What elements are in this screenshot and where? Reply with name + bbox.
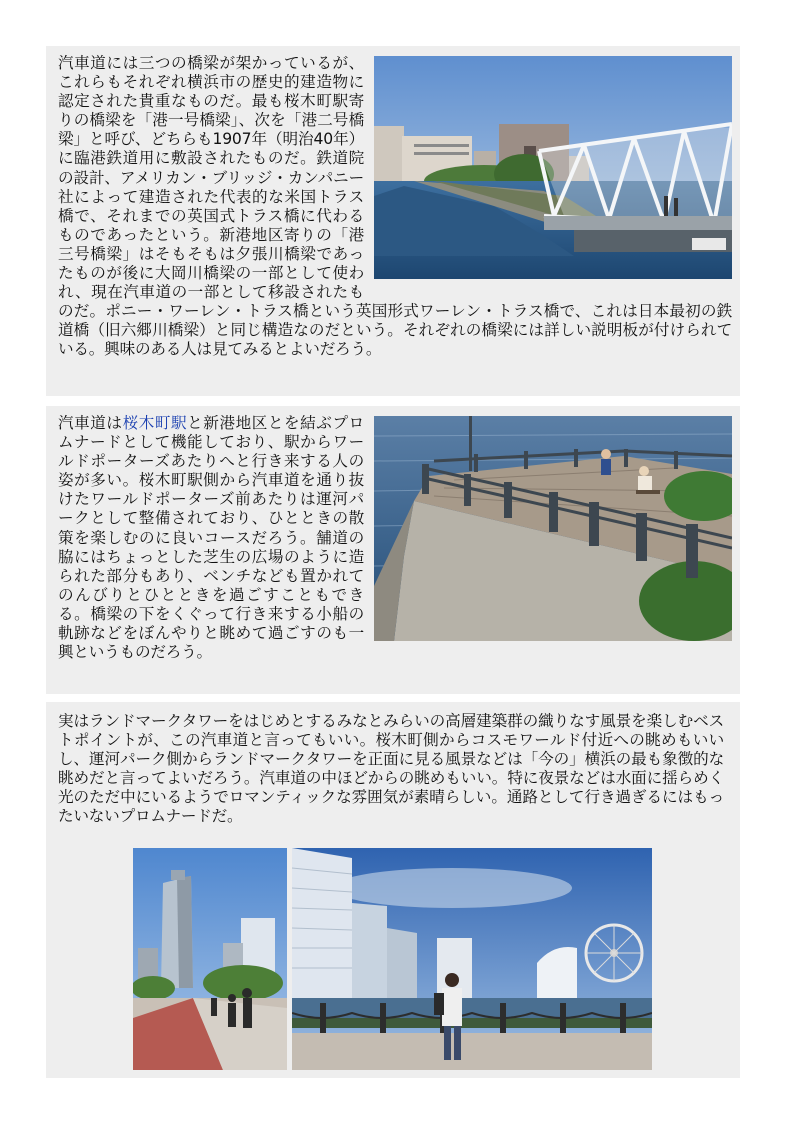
section-bridges bbox=[46, 46, 740, 396]
canal-park-photo bbox=[374, 416, 732, 641]
landmark-tower-photo bbox=[133, 848, 287, 1070]
bridges-paragraph: 汽車道には三つの橋梁が架かっているが、これらもそれぞれ横浜市の歴史的建造物に認定された貴重なものだ。最も桜木町駅寄りの橋梁を「港一号橋梁」、次を「港二号橋梁」と呼び、どちらも1907年（明治40年）に臨港鉄道用に敷設されたものだ。鉄道院の設計、アメリカン・ブリッジ・カンパニー社によって建造された代表的な米国トラス橋で、それまでの英国式トラス橋に代わるものであったという。新港地区寄りの「港三号橋梁」はそもそもは夕張川橋梁であったものが後に大岡川橋梁の一部として使われ、現在汽車道の一部として移設されたものだ。ポニー・ワーレン・トラス橋という英国形式ワーレン・トラス橋で、これは日本最初の鉄道橋（旧六郷川橋梁）と同じ構造なのだという。それぞれの橋梁には詳しい説明板が付けられている。興味のある人は見てみるとよいだろう。 bbox=[58, 54, 732, 359]
bridges-text-block bbox=[58, 54, 732, 360]
promenade-text-block bbox=[58, 414, 732, 662]
truss-bridge-photo bbox=[374, 56, 732, 279]
minatomirai-skyline-photo bbox=[292, 848, 652, 1070]
section-skyline bbox=[46, 702, 740, 1078]
skyline-paragraph: 実はランドマークタワーをはじめとするみなとみらいの高層建築群の織りなす風景を楽しむベストポイントが、この汽車道と言ってもいい。桜木町側からコスモワールド付近への眺めもいいし、運河パーク側からランドマークタワーを正面に見る風景などは「今の」横浜の最も象徴的な眺めだと言ってよいだろう。汽車道の中ほどからの眺めもいい。特に夜景などは水面に揺らめく光のただ中にいるようでロマンティックな雰囲気が素晴らしい。通路として行き過ぎるにはもったいないプロムナードだ。 bbox=[58, 712, 724, 826]
section-promenade bbox=[46, 406, 740, 694]
sakuragicho-station-link[interactable]: 桜木町駅 bbox=[122, 414, 188, 432]
promenade-intro: 汽車道は bbox=[58, 414, 123, 432]
promenade-paragraph: と新港地区とを結ぶプロムナードとして機能しており、駅からワールドポーターズあたりへと行き来する人の姿が多い。桜木町駅側から汽車道を通り抜けたワールドポーターズ前あたりは運河パークとして整備されており、ひとときの散策を楽しむのに良いコースだろう。舗道の脇にはちょっとした芝生の広場のように造られた部分もあり、ベンチなども置かれてのんびりとひとときを過ごすこともできる。橋梁の下をくぐって行き来する小船の軌跡などをぼんやりと眺めて過ごすのも一興というものだろう。 bbox=[58, 414, 364, 662]
